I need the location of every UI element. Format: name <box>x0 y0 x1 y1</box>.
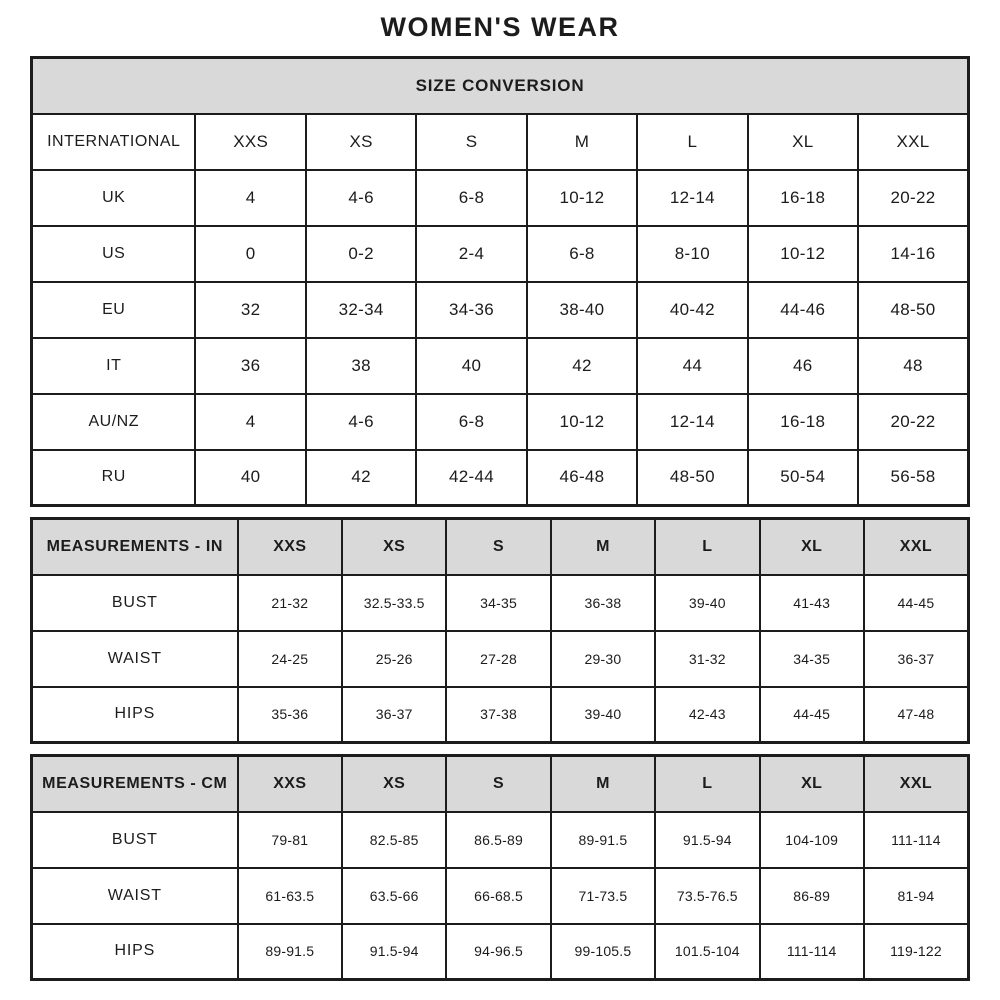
value-cell: 91.5-94 <box>342 924 446 980</box>
value-cell: 20-22 <box>858 394 969 450</box>
value-cell: 34-36 <box>416 282 526 338</box>
value-cell: 6-8 <box>416 170 526 226</box>
value-cell: 46-48 <box>527 450 637 506</box>
value-cell: S <box>416 114 526 170</box>
value-cell: 79-81 <box>238 812 342 868</box>
value-cell: 86.5-89 <box>446 812 550 868</box>
value-cell: 34-35 <box>760 631 864 687</box>
value-cell: 36-38 <box>551 575 655 631</box>
value-cell: 61-63.5 <box>238 868 342 924</box>
value-cell: 66-68.5 <box>446 868 550 924</box>
row-label: HIPS <box>32 924 238 980</box>
column-header-xxl: XXL <box>864 756 969 812</box>
column-header-l: L <box>655 519 759 575</box>
table-row <box>32 338 969 394</box>
row-label: HIPS <box>32 687 238 743</box>
value-cell: XXS <box>195 114 305 170</box>
value-cell: 6-8 <box>527 226 637 282</box>
value-cell: 24-25 <box>238 631 342 687</box>
row-label: UK <box>32 170 196 226</box>
value-cell: 32.5-33.5 <box>342 575 446 631</box>
measurements-cm-table <box>30 754 970 981</box>
value-cell: 36 <box>195 338 305 394</box>
value-cell: 48-50 <box>858 282 969 338</box>
value-cell: 41-43 <box>760 575 864 631</box>
value-cell: 12-14 <box>637 394 747 450</box>
value-cell: 25-26 <box>342 631 446 687</box>
column-header-m: M <box>551 519 655 575</box>
value-cell: 48-50 <box>637 450 747 506</box>
value-cell: 16-18 <box>748 170 858 226</box>
value-cell: 82.5-85 <box>342 812 446 868</box>
size-guide-page <box>30 0 970 981</box>
value-cell: XS <box>306 114 416 170</box>
value-cell: 44-45 <box>864 575 969 631</box>
value-cell: 4-6 <box>306 394 416 450</box>
measurements-in-header-row <box>32 519 969 575</box>
table-row <box>32 394 969 450</box>
value-cell: 37-38 <box>446 687 550 743</box>
value-cell: 36-37 <box>864 631 969 687</box>
value-cell: 35-36 <box>238 687 342 743</box>
value-cell: 29-30 <box>551 631 655 687</box>
value-cell: 12-14 <box>637 170 747 226</box>
value-cell: 42-43 <box>655 687 759 743</box>
value-cell: 63.5-66 <box>342 868 446 924</box>
value-cell: 42 <box>527 338 637 394</box>
column-header-xs: XS <box>342 756 446 812</box>
value-cell: 86-89 <box>760 868 864 924</box>
value-cell: L <box>637 114 747 170</box>
row-label: US <box>32 226 196 282</box>
size-conversion-header-row <box>32 58 969 114</box>
value-cell: 16-18 <box>748 394 858 450</box>
value-cell: 31-32 <box>655 631 759 687</box>
column-header-xxl: XXL <box>864 519 969 575</box>
value-cell: 71-73.5 <box>551 868 655 924</box>
value-cell: 89-91.5 <box>551 812 655 868</box>
table-title: MEASUREMENTS - IN <box>32 519 238 575</box>
row-label: EU <box>32 282 196 338</box>
row-label: AU/NZ <box>32 394 196 450</box>
value-cell: 56-58 <box>858 450 969 506</box>
table-row <box>32 687 969 743</box>
value-cell: 32-34 <box>306 282 416 338</box>
value-cell: 4 <box>195 394 305 450</box>
table-row <box>32 114 969 170</box>
value-cell: 32 <box>195 282 305 338</box>
size-conversion-table <box>30 56 970 507</box>
value-cell: XXL <box>858 114 969 170</box>
column-header-xl: XL <box>760 519 864 575</box>
value-cell: 104-109 <box>760 812 864 868</box>
value-cell: 34-35 <box>446 575 550 631</box>
value-cell: 0 <box>195 226 305 282</box>
value-cell: 89-91.5 <box>238 924 342 980</box>
value-cell: 6-8 <box>416 394 526 450</box>
value-cell: 38-40 <box>527 282 637 338</box>
table-row <box>32 170 969 226</box>
value-cell: 4-6 <box>306 170 416 226</box>
value-cell: 14-16 <box>858 226 969 282</box>
row-label: BUST <box>32 812 238 868</box>
column-header-xl: XL <box>760 756 864 812</box>
size-conversion-title: SIZE CONVERSION <box>32 58 969 114</box>
value-cell: 2-4 <box>416 226 526 282</box>
value-cell: 47-48 <box>864 687 969 743</box>
value-cell: 4 <box>195 170 305 226</box>
value-cell: 48 <box>858 338 969 394</box>
value-cell: 40 <box>416 338 526 394</box>
measurements-cm-header-row <box>32 756 969 812</box>
value-cell: 20-22 <box>858 170 969 226</box>
row-label: INTERNATIONAL <box>32 114 196 170</box>
value-cell: M <box>527 114 637 170</box>
value-cell: 101.5-104 <box>655 924 759 980</box>
value-cell: 94-96.5 <box>446 924 550 980</box>
value-cell: 21-32 <box>238 575 342 631</box>
value-cell: 0-2 <box>306 226 416 282</box>
column-header-xs: XS <box>342 519 446 575</box>
value-cell: 39-40 <box>655 575 759 631</box>
value-cell: 39-40 <box>551 687 655 743</box>
value-cell: 38 <box>306 338 416 394</box>
value-cell: 73.5-76.5 <box>655 868 759 924</box>
value-cell: 44 <box>637 338 747 394</box>
value-cell: 44-46 <box>748 282 858 338</box>
column-header-l: L <box>655 756 759 812</box>
value-cell: XL <box>748 114 858 170</box>
table-title: MEASUREMENTS - CM <box>32 756 238 812</box>
row-label: WAIST <box>32 868 238 924</box>
value-cell: 40-42 <box>637 282 747 338</box>
value-cell: 111-114 <box>760 924 864 980</box>
measurements-in-table <box>30 517 970 744</box>
value-cell: 10-12 <box>748 226 858 282</box>
value-cell: 8-10 <box>637 226 747 282</box>
value-cell: 27-28 <box>446 631 550 687</box>
value-cell: 42-44 <box>416 450 526 506</box>
value-cell: 36-37 <box>342 687 446 743</box>
table-row <box>32 282 969 338</box>
table-row <box>32 575 969 631</box>
column-header-xxs: XXS <box>238 519 342 575</box>
table-row <box>32 631 969 687</box>
value-cell: 50-54 <box>748 450 858 506</box>
table-row <box>32 924 969 980</box>
column-header-s: S <box>446 756 550 812</box>
row-label: WAIST <box>32 631 238 687</box>
value-cell: 44-45 <box>760 687 864 743</box>
value-cell: 99-105.5 <box>551 924 655 980</box>
value-cell: 10-12 <box>527 394 637 450</box>
value-cell: 42 <box>306 450 416 506</box>
table-row <box>32 450 969 506</box>
value-cell: 111-114 <box>864 812 969 868</box>
value-cell: 91.5-94 <box>655 812 759 868</box>
page-title: WOMEN'S WEAR <box>380 12 620 42</box>
value-cell: 81-94 <box>864 868 969 924</box>
column-header-m: M <box>551 756 655 812</box>
value-cell: 40 <box>195 450 305 506</box>
table-row <box>32 812 969 868</box>
value-cell: 10-12 <box>527 170 637 226</box>
column-header-s: S <box>446 519 550 575</box>
value-cell: 119-122 <box>864 924 969 980</box>
row-label: BUST <box>32 575 238 631</box>
table-row <box>32 226 969 282</box>
column-header-xxs: XXS <box>238 756 342 812</box>
row-label: RU <box>32 450 196 506</box>
table-row <box>32 868 969 924</box>
value-cell: 46 <box>748 338 858 394</box>
row-label: IT <box>32 338 196 394</box>
